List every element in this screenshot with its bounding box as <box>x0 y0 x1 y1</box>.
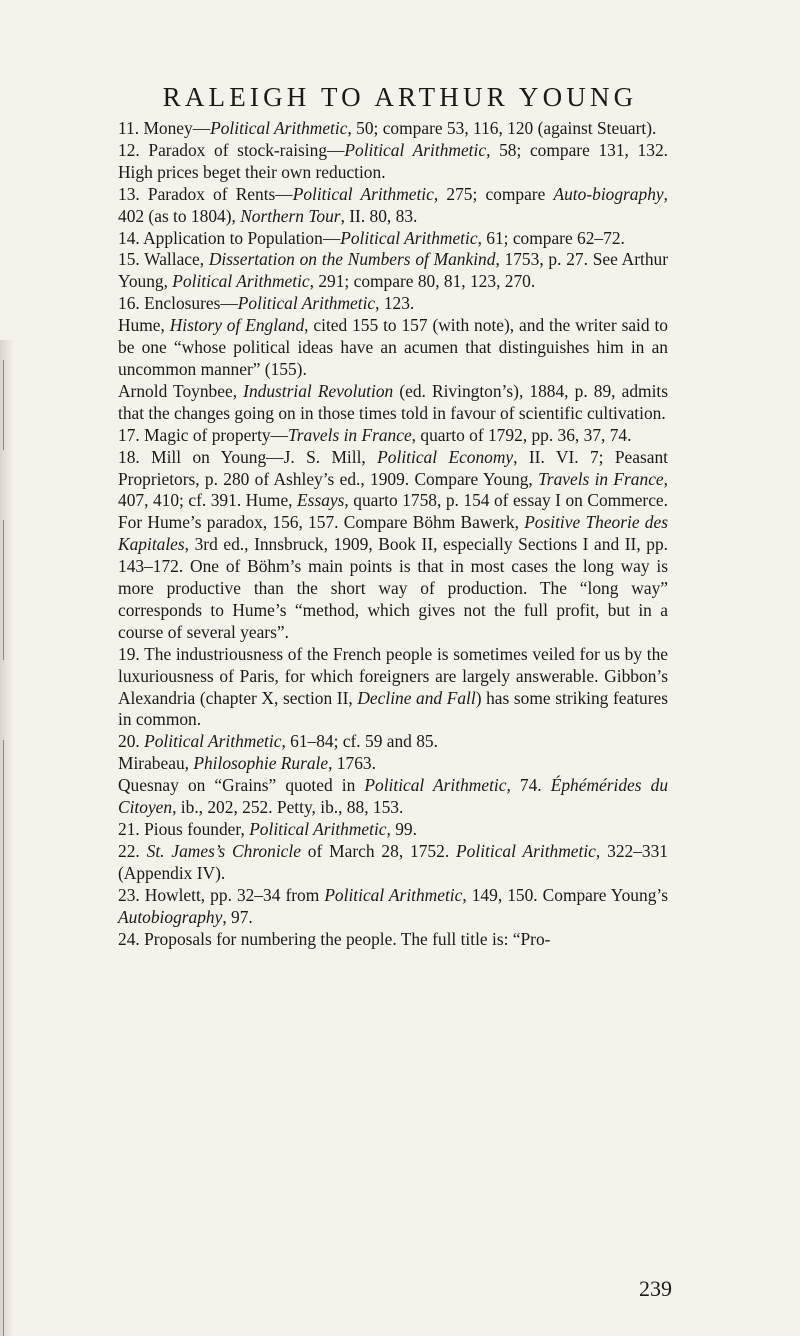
note-title-italic: Political Arithmetic <box>344 139 487 160</box>
note-text: , 99. <box>386 819 417 839</box>
note-text: 15. Wallace, <box>118 249 209 270</box>
note-title-italic: Political Arithmetic <box>364 775 507 796</box>
note-text: , 74. <box>506 775 551 796</box>
note-paragraph <box>118 753 668 775</box>
note-text: Arnold Toynbee, <box>118 380 244 401</box>
note-title-italic: Political Arithmetic <box>237 293 376 314</box>
note-text: (ed. Rivington’s), 1884, p. 89, admits that the changes going on in those times told in favour of scientific cultivation. <box>118 380 669 423</box>
note-text: , 275; compare <box>433 183 554 204</box>
note-title-italic: Positive Theorie des Kapitales <box>118 512 668 555</box>
note-paragraph <box>118 447 668 644</box>
note-text: , 149, 150. Compare Young’s <box>462 884 668 905</box>
note-text: , 61–84; cf. 59 and 85. <box>281 731 438 752</box>
note-title-italic: Autobiography <box>118 906 223 927</box>
note-paragraph <box>118 184 668 228</box>
note-title-italic: Political Arithmetic <box>144 731 282 752</box>
note-text: ) has some striking features in common. <box>118 687 668 730</box>
note-text: , 1763. <box>328 753 376 774</box>
note-title-italic: Political Arithmetic <box>249 819 387 839</box>
note-paragraph <box>118 381 668 425</box>
note-title-italic: Political Arithmetic <box>292 183 434 204</box>
note-text: 16. Enclosures— <box>118 293 238 314</box>
note-text: 20. <box>118 731 145 752</box>
note-title-italic: Philosophie Rurale <box>193 753 329 774</box>
note-title-italic: Dissertation on the Numbers of Mankind <box>208 249 496 270</box>
note-paragraph <box>118 315 668 381</box>
note-text: Quesnay on “Grains” quoted in <box>118 775 365 796</box>
note-text: , 407, 410; cf. 391. Hume, <box>118 468 668 511</box>
note-text: 14. Application to Population— <box>118 227 341 248</box>
note-text: , II. VI. 7; Peasant Proprietors, p. 280 of Ashley’s ed., 1909. Compare Young, <box>118 446 668 489</box>
note-paragraph <box>118 775 668 819</box>
note-text: , cited 155 to 157 (with note), and the writer said to be one “whose political ideas have an acumen that distinguishes him in an uncommon manner” (155). <box>118 315 669 379</box>
note-text: 13. Paradox of Rents— <box>118 183 293 204</box>
note-title-italic: Political Economy <box>377 446 514 467</box>
note-text: Mirabeau, <box>118 753 194 774</box>
note-title-italic: Political Arithmetic <box>340 227 478 248</box>
note-text: , quarto of 1792, pp. 36, 37, 74. <box>411 424 632 445</box>
note-title-italic: Decline and Fall <box>357 687 476 708</box>
note-text: , 3rd ed., Innsbruck, 1909, Book II, especially Sections I and II, pp. 143–172. One of Böhm’s main points is that in most cases the long way is more productive than the short way of production. The “long way” corresponds to Hume’s “method, which gives not the full profit, but in a course of several years”. <box>118 534 668 642</box>
note-text: , quarto 1758, p. 154 of essay I on Commerce. For Hume’s paradox, 156, 157. Compare Böhm Bawerk, <box>118 490 668 533</box>
note-text: , II. 80, 83. <box>340 205 418 226</box>
note-text: , 1753, p. 27. See Arthur Young, <box>118 249 668 292</box>
gutter-line <box>3 360 4 450</box>
note-title-italic: Political Arithmetic <box>456 840 596 861</box>
page-number: 239 <box>639 1276 672 1301</box>
note-title-italic: Éphémérides du Citoyen <box>118 775 669 818</box>
note-title-italic: History of England <box>169 315 305 336</box>
note-text: 12. Paradox of stock-raising— <box>118 139 345 160</box>
gutter-line <box>3 740 4 1336</box>
note-paragraph <box>118 118 668 140</box>
note-text: 11. Money— <box>118 118 211 138</box>
note-title-italic: Auto-biography <box>553 183 664 204</box>
note-paragraph <box>118 249 668 293</box>
note-title-italic: St. James’s Chronicle <box>146 840 301 861</box>
note-paragraph <box>118 140 668 184</box>
note-text: 21. Pious founder, <box>118 819 250 839</box>
note-title-italic: Travels in France <box>538 468 664 489</box>
note-paragraph <box>118 293 668 315</box>
note-text: of March 28, 1752. <box>300 840 457 861</box>
note-paragraph <box>118 228 668 250</box>
note-paragraph <box>118 885 668 929</box>
note-title-italic: Political Arithmetic <box>210 118 348 138</box>
note-title-italic: Political Arithmetic <box>324 884 463 905</box>
note-text: 18. Mill on Young—J. S. Mill, <box>118 446 378 467</box>
note-text: , 50; compare 53, 116, 120 (against Steuart). <box>347 118 657 138</box>
note-text: , ib., 202, 252. Petty, ib., 88, 153. <box>172 797 404 818</box>
note-paragraph <box>118 644 668 732</box>
note-text: 17. Magic of property— <box>118 424 289 445</box>
note-text: 22. <box>118 840 147 861</box>
notes-body <box>118 118 668 950</box>
note-text: , 58; compare 131, 132. High prices beget their own reduction. <box>118 139 668 182</box>
note-title-italic: Travels in France <box>288 424 412 445</box>
note-text: , 61; compare 62–72. <box>477 227 625 248</box>
note-text: Hume, <box>118 315 170 336</box>
note-paragraph <box>118 929 668 951</box>
note-text: 23. Howlett, pp. 32–34 from <box>118 884 325 905</box>
note-text: , 123. <box>375 293 415 314</box>
note-title-italic: Political Arithmetic <box>172 271 310 292</box>
note-paragraph <box>118 819 668 841</box>
note-paragraph <box>118 425 668 447</box>
note-text: , 97. <box>222 906 253 927</box>
note-title-italic: Essays <box>297 490 345 511</box>
note-text: 24. Proposals for numbering the people. The full title is: “Pro- <box>118 928 551 949</box>
note-paragraph <box>118 731 668 753</box>
running-head: RALEIGH TO ARTHUR YOUNG <box>162 82 638 112</box>
note-title-italic: Northern Tour <box>240 205 341 226</box>
note-title-italic: Industrial Revolution <box>243 380 394 401</box>
note-text: , 402 (as to 1804), <box>118 183 668 226</box>
note-text: 19. The industriousness of the French people is sometimes veiled for us by the luxuriousness of Paris, for which foreigners are largely answerable. Gibbon’s Alexandria (chapter X, section II, <box>118 643 668 708</box>
note-text: , 322–331 (Appendix IV). <box>118 840 668 883</box>
gutter-line <box>3 520 4 660</box>
note-text: , 291; compare 80, 81, 123, 270. <box>309 271 536 292</box>
note-paragraph <box>118 841 668 885</box>
